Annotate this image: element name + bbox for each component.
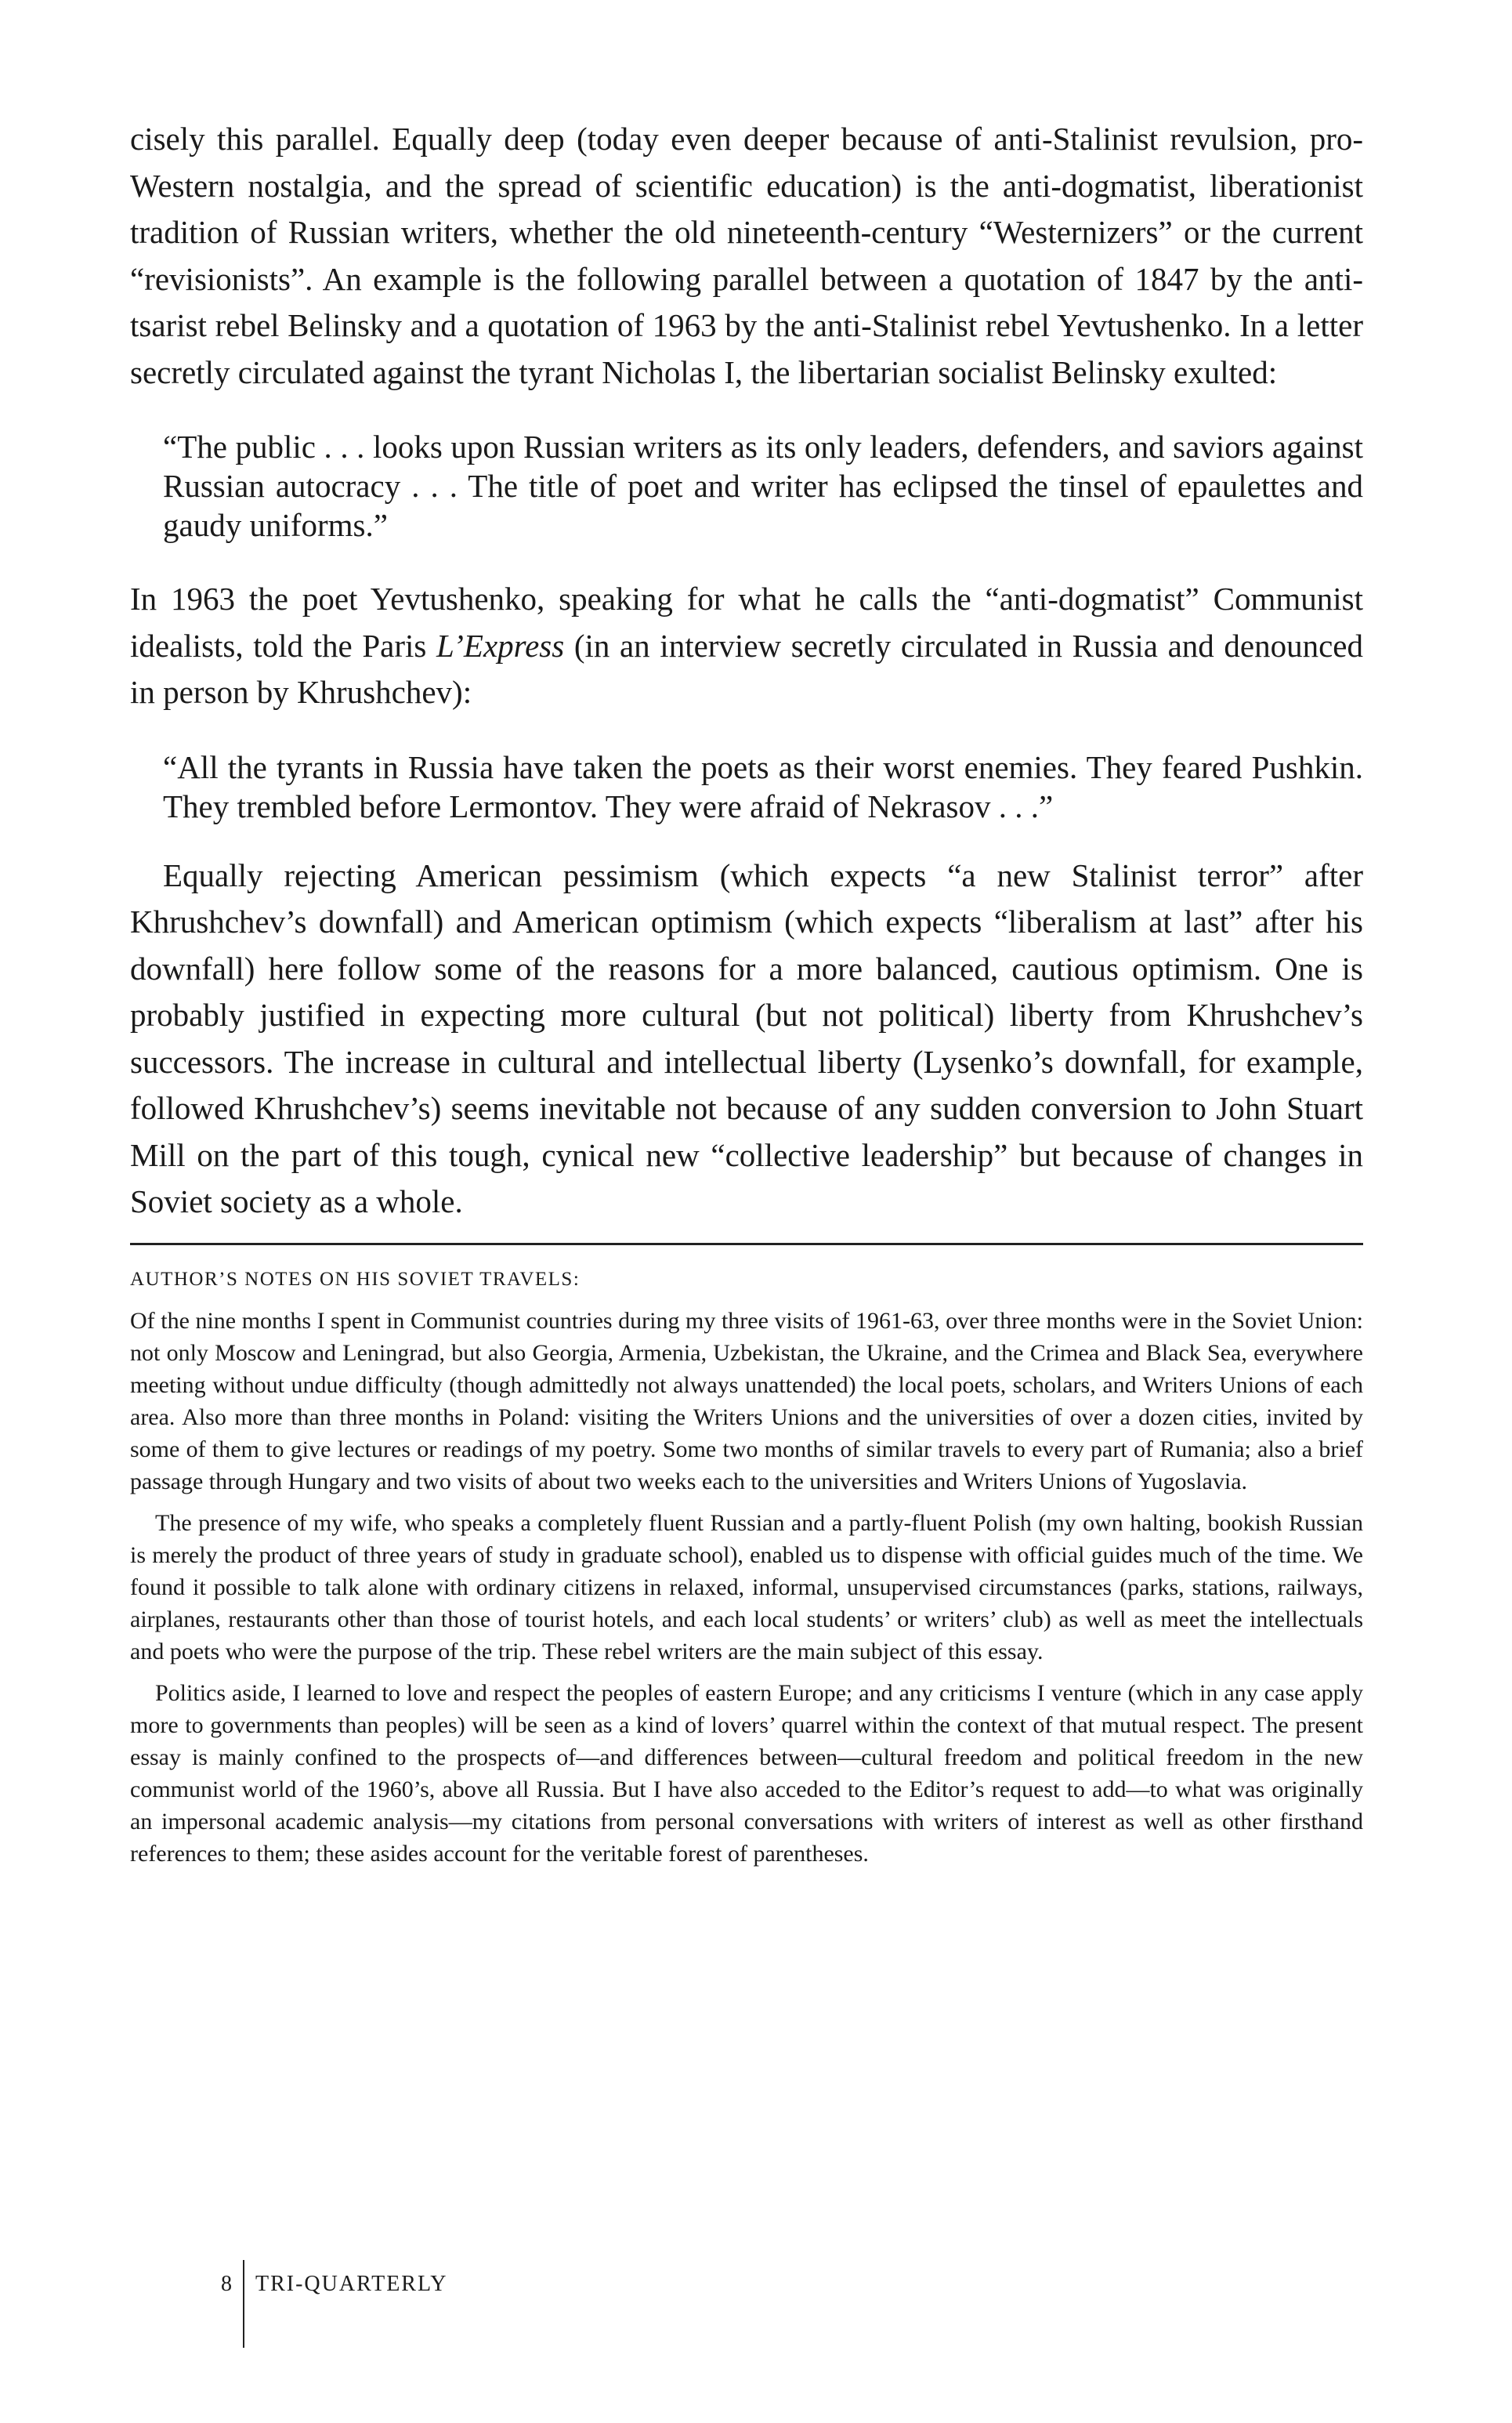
spacer xyxy=(130,1668,1363,1677)
body-paragraph-2-text-a: In 1963 the poet Yevtushenko, speaking for what he calls the “anti-dogmatist” Communist idealists, told the Paris xyxy=(130,581,1363,664)
spacer xyxy=(130,1498,1363,1507)
page-content xyxy=(130,116,1363,1870)
body-paragraph-2-text-b: (in an interview secretly circulated in Russia and denounced in person by Khrushchev): xyxy=(130,627,1363,710)
spacer xyxy=(130,716,1363,748)
spacer xyxy=(130,396,1363,427)
journal-name: TRI-QUARTERLY xyxy=(255,2272,448,2296)
publication-title: L’Express xyxy=(436,627,565,664)
spacer xyxy=(130,826,1363,853)
page-footer xyxy=(221,2260,448,2348)
note-paragraph-3: Politics aside, I learned to love and respect the peoples of eastern Europe; and any criticisms I venture (which in any case apply more to governments than peoples) will be seen as a kind of lovers’ quarrel within the context of that mutual respect. The present essay is mainly confined to the prospects of—and differences between—cultural freedom and political freedom in the new communist world of the 1960’s, above all Russia. But I have also acceded to the Editor’s request to add—to what was originally an impersonal academic analysis—my citations from personal conversations with writers of interest as well as other firsthand references to them; these asides account for the veritable forest of parentheses. xyxy=(130,1679,1363,1867)
note-paragraph-2: The presence of my wife, who speaks a completely fluent Russian and a partly-fluent Polish (my own halting, bookish Russian is merely the product of three years of study in graduate school), enabled us to dispense with official guides much of the time. We found it possible to talk alone with ordinary citizens in relaxed, informal, unsupervised circumstances (parks, stations, railways, airplanes, restaurants other than those of tourist hotels, and each local students’ or writers’ club) as well as meet the intellectuals and poets who were the purpose of the trip. These rebel writers are the main subject of this essay. xyxy=(130,1509,1363,1664)
notes-heading: AUTHOR’S NOTES ON HIS SOVIET TRAVELS: xyxy=(130,1268,581,1290)
note-paragraph-1: Of the nine months I spent in Communist countries during my three visits of 1961-63, over three months were in the Soviet Union: not only Moscow and Leningrad, but also Georgia, Armenia, Uzbekistan, the Ukraine, and the Crimea and Black Sea, everywhere meeting without undue difficulty (though admittedly not always unattended) the local poets, scholars, and Writers Unions of each area. Also more than three months in Poland: visiting the Writers Unions and the universities of over a dozen cities, invited by some of them to give lectures or readings of my poetry. Some two months of similar travels to every part of Rumania; also a brief passage through Hungary and two visits of about two weeks each to the universities and Writers Unions of Yugoslavia. xyxy=(130,1307,1363,1494)
block-quote-yevtushenko: “All the tyrants in Russia have taken the poets as their worst enemies. They feared Pushkin. They trembled before Lermontov. They were afraid of Nekrasov . . .” xyxy=(163,748,1363,824)
spacer xyxy=(130,545,1363,576)
body-paragraph-3: Equally rejecting American pessimism (which expects “a new Stalinist terror” after Khrushchev’s downfall) and American optimism (which expects “liberalism at last” after his downfall) here follow some of the reasons for a more balanced, cautious optimism. One is probably justified in expecting more cultural (but not political) liberty from Khrushchev’s successors. The increase in cultural and intellectual liberty (Lysenko’s downfall, for example, followed Khrushchev’s) seems inevitable not because of any sudden conversion to John Stuart Mill on the part of this tough, cynical new “collective leadership” but because of changes in Soviet society as a whole. xyxy=(130,857,1363,1219)
block-quote-belinsky: “The public . . . looks upon Russian writers as its only leaders, defenders, and saviors against Russian autocracy . . . The title of poet and writer has eclipsed the tinsel of epaulettes and gaudy uniforms.” xyxy=(163,429,1363,543)
body-paragraph-2 xyxy=(130,576,1363,716)
page-number: 8 xyxy=(221,2272,232,2296)
notes-divider xyxy=(130,1243,1363,1245)
body-paragraph-1: cisely this parallel. Equally deep (today even deeper because of anti-Stalinist revulsion, pro-Western nostalgia, and the spread of scientific education) is the anti-dogmatist, liberationist tradition of Russian writers, whether the old nineteenth-century “Westernizers” or the current “revisionists”. An example is the following parallel between a quotation of 1847 by the anti-tsarist rebel Belinsky and a quotation of 1963 by the anti-Stalinist rebel Yevtushenko. In a letter secretly circulated against the tyrant Nicholas I, the libertarian socialist Belinsky exulted: xyxy=(130,121,1363,390)
